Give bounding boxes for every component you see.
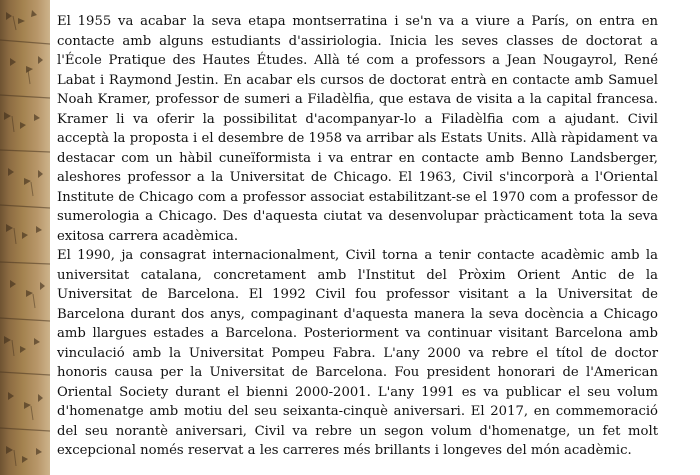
paragraph-barcelona: El 1990, ja consagrat internacionalment, Civil torna a tenir contacte acadèmic amb la universitat catalana, concretament amb l'Institut del Pròxim Orient Antic de la Universitat de Barcelona. El 1992 Civil fou professor visitant a la Universitat de Barcelona durant dos anys, compaginant d'aquesta manera la seva docència a Chicago amb llargues estades a Barcelona. Posteriorment va continuar visitant Barcelona amb vinculació amb la Universitat Pompeu Fabra. L'any 2000 va rebre el títol de doctor honoris causa per la Universitat de Barcelona. Fou president honorari de l'American Oriental Society durant el bienni 2000-2001. L'any 1991 es va publicar el seu volum d'homenatge amb motiu del seu seixanta-cinquè aniversari. El 2017, en commemoració del seu norantè aniversari, Civil va rebre un segon volum d'homenatge, un fet molt excepcional només reservat a les carreres més brillants i longeves del món acadèmic. <box>57 248 658 458</box>
article-text <box>57 12 658 461</box>
tablet-texture <box>0 0 50 475</box>
paragraph-paris-chicago: El 1955 va acabar la seva etapa montserratina i se'n va a viure a París, on entra en contacte amb alguns estudiants d'assiriologia. Inicia les seves classes de doctorat a l'École Pratique des Hautes Études. Allà té com a professors a Jean Nougayrol, René Labat i Raymond Jestin. En acabar els cursos de doctorat entrà en contacte amb Samuel Noah Kramer, professor de sumeri a Filadèlfia, que estava de visita a la capital francesa. Kramer li va oferir la possibilitat d'acompanyar-lo a Filadèlfia com a ajudant. Civil acceptà la proposta i el desembre de 1958 va arribar als Estats Units. Allà ràpidament va destacar com un hàbil cuneïformista i va entrar en contacte amb Benno Landsberger, aleshores professor a la Universitat de Chicago. El 1963, Civil s'incorporà a l'Oriental Institute de Chicago com a professor associat estabilitzant-se el 1970 com a professor de sumerologia a Chicago. Des d'aquesta ciutat va desenvolupar pràcticament tota la seva exitosa carrera acadèmica. <box>57 14 658 244</box>
cuneiform-tablet-icon <box>0 0 50 475</box>
